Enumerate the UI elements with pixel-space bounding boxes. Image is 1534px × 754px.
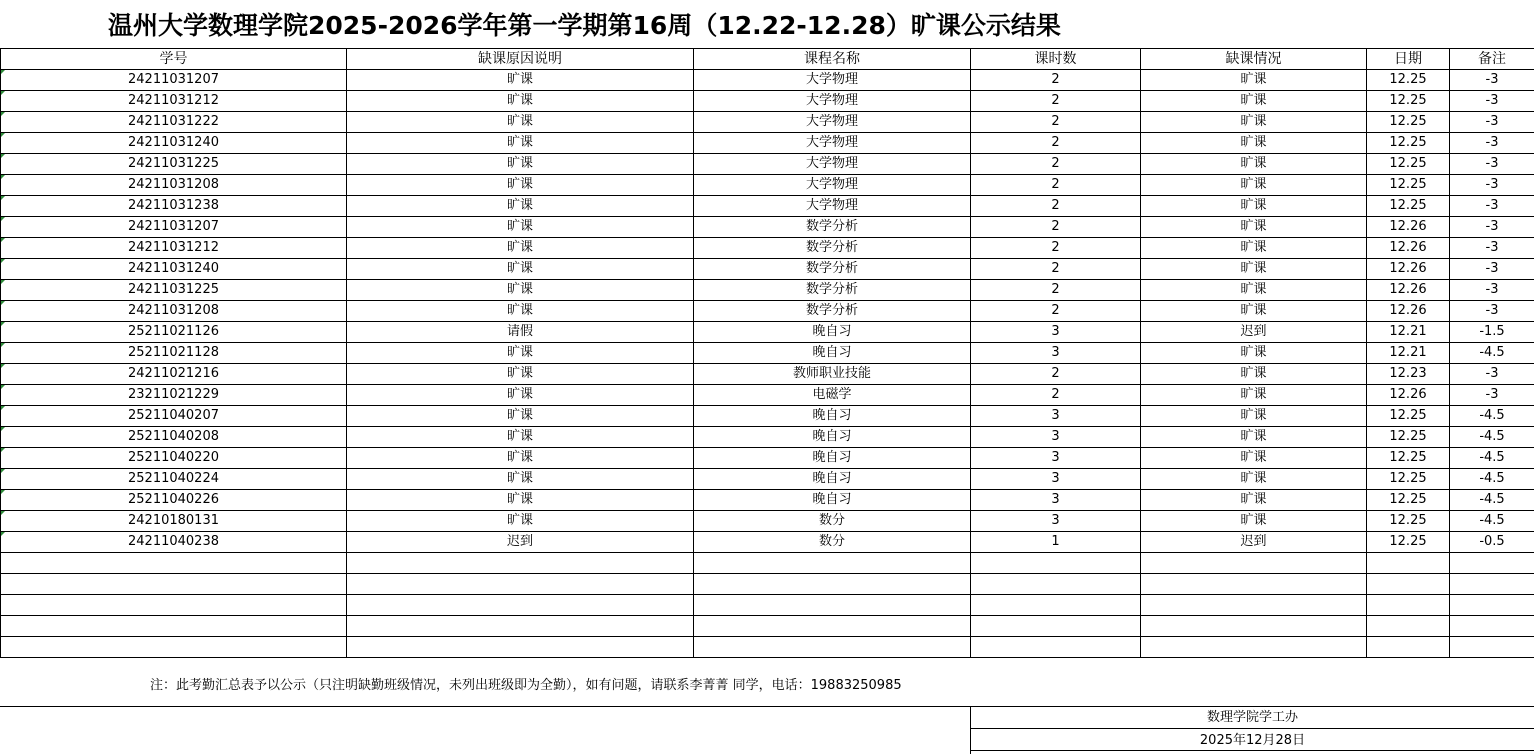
cell-date — [1367, 616, 1450, 637]
cell-status — [1141, 574, 1367, 595]
header-course: 课程名称 — [694, 49, 971, 70]
footer-divider — [0, 706, 1534, 707]
cell-reason: 迟到 — [347, 532, 694, 553]
table-row — [1, 217, 1534, 238]
cell-status — [1141, 595, 1367, 616]
cell-comment-marker — [1, 322, 5, 326]
cell-date: 12.26 — [1367, 280, 1450, 301]
cell-hours: 1 — [971, 532, 1141, 553]
cell-date: 12.26 — [1367, 259, 1450, 280]
cell-course — [694, 595, 971, 616]
cell-status: 迟到 — [1141, 532, 1367, 553]
cell-date: 12.25 — [1367, 511, 1450, 532]
cell-status: 旷课 — [1141, 448, 1367, 469]
table-row — [1, 490, 1534, 511]
student-id-text: 24211031207 — [128, 72, 219, 87]
cell-course: 数学分析 — [694, 217, 971, 238]
cell-date: 12.26 — [1367, 217, 1450, 238]
cell-reason: 旷课 — [347, 406, 694, 427]
cell-hours: 2 — [971, 385, 1141, 406]
table-row — [1, 343, 1534, 364]
cell-hours — [971, 595, 1141, 616]
cell-remark: -4.5 — [1450, 469, 1534, 490]
cell-status: 旷课 — [1141, 91, 1367, 112]
table-row — [1, 133, 1534, 154]
cell-course: 晚自习 — [694, 469, 971, 490]
header-hours: 课时数 — [971, 49, 1141, 70]
cell-status: 旷课 — [1141, 133, 1367, 154]
cell-hours: 3 — [971, 427, 1141, 448]
cell-course — [694, 574, 971, 595]
cell-date: 12.25 — [1367, 469, 1450, 490]
footer-bottom-line — [970, 750, 1534, 751]
cell-remark: -4.5 — [1450, 490, 1534, 511]
cell-hours: 2 — [971, 70, 1141, 91]
cell-date: 12.25 — [1367, 427, 1450, 448]
table-row — [1, 427, 1534, 448]
student-id-text: 24210180131 — [128, 513, 219, 528]
cell-course: 大学物理 — [694, 133, 971, 154]
cell-date: 12.25 — [1367, 406, 1450, 427]
cell-remark: -4.5 — [1450, 511, 1534, 532]
cell-student-id — [1, 196, 347, 217]
cell-hours: 2 — [971, 280, 1141, 301]
cell-course: 数学分析 — [694, 280, 971, 301]
cell-comment-marker — [1, 280, 5, 284]
cell-comment-marker — [1, 70, 5, 74]
table-row — [1, 385, 1534, 406]
cell-reason: 旷课 — [347, 427, 694, 448]
empty-row — [1, 637, 1534, 658]
absence-table — [0, 48, 1534, 658]
cell-course: 大学物理 — [694, 91, 971, 112]
cell-status: 旷课 — [1141, 343, 1367, 364]
cell-course: 晚自习 — [694, 490, 971, 511]
cell-status: 旷课 — [1141, 217, 1367, 238]
cell-reason — [347, 574, 694, 595]
header-date: 日期 — [1367, 49, 1450, 70]
cell-comment-marker — [1, 364, 5, 368]
cell-comment-marker — [1, 301, 5, 305]
cell-hours: 2 — [971, 364, 1141, 385]
cell-student-id — [1, 364, 347, 385]
student-id-text: 25211040220 — [128, 450, 219, 465]
cell-date: 12.25 — [1367, 70, 1450, 91]
cell-hours — [971, 637, 1141, 658]
table-row — [1, 70, 1534, 91]
cell-reason: 旷课 — [347, 91, 694, 112]
student-id-text: 25211040226 — [128, 492, 219, 507]
cell-hours: 2 — [971, 175, 1141, 196]
table-row — [1, 406, 1534, 427]
cell-student-id — [1, 448, 347, 469]
cell-student-id — [1, 175, 347, 196]
student-id-text: 24211031240 — [128, 135, 219, 150]
cell-status — [1141, 637, 1367, 658]
cell-course: 数分 — [694, 532, 971, 553]
table-row — [1, 511, 1534, 532]
cell-hours: 3 — [971, 322, 1141, 343]
cell-date: 12.25 — [1367, 448, 1450, 469]
cell-hours: 2 — [971, 154, 1141, 175]
student-id-text: 24211021216 — [128, 366, 219, 381]
table-header-row — [1, 49, 1534, 70]
cell-reason: 旷课 — [347, 511, 694, 532]
table-row — [1, 364, 1534, 385]
cell-course: 数学分析 — [694, 301, 971, 322]
cell-date: 12.25 — [1367, 196, 1450, 217]
cell-remark: -3 — [1450, 112, 1534, 133]
cell-comment-marker — [1, 112, 5, 116]
cell-hours: 2 — [971, 112, 1141, 133]
cell-date: 12.21 — [1367, 322, 1450, 343]
cell-student-id — [1, 280, 347, 301]
student-id-text: 25211040224 — [128, 471, 219, 486]
cell-student-id — [1, 343, 347, 364]
cell-course: 数学分析 — [694, 238, 971, 259]
cell-course — [694, 616, 971, 637]
cell-remark: -3 — [1450, 133, 1534, 154]
cell-remark: -3 — [1450, 91, 1534, 112]
cell-remark — [1450, 595, 1534, 616]
cell-remark: -3 — [1450, 385, 1534, 406]
footer-mid-divider — [970, 728, 1534, 729]
cell-hours — [971, 616, 1141, 637]
table-row — [1, 322, 1534, 343]
cell-hours: 3 — [971, 448, 1141, 469]
student-id-text: 25211021126 — [128, 324, 219, 339]
cell-status: 旷课 — [1141, 175, 1367, 196]
header-student-id: 学号 — [1, 49, 347, 70]
cell-date — [1367, 637, 1450, 658]
cell-comment-marker — [1, 490, 5, 494]
header-reason: 缺课原因说明 — [347, 49, 694, 70]
cell-course: 大学物理 — [694, 196, 971, 217]
table-row — [1, 469, 1534, 490]
cell-student-id — [1, 595, 347, 616]
header-remark: 备注 — [1450, 49, 1534, 70]
cell-date: 12.21 — [1367, 343, 1450, 364]
cell-comment-marker — [1, 427, 5, 431]
cell-date: 12.25 — [1367, 133, 1450, 154]
cell-reason: 旷课 — [347, 301, 694, 322]
footer-office: 数理学院学工办 — [1206, 710, 1298, 725]
cell-student-id — [1, 532, 347, 553]
cell-reason: 旷课 — [347, 259, 694, 280]
table-row — [1, 448, 1534, 469]
table-row — [1, 301, 1534, 322]
cell-student-id — [1, 133, 347, 154]
cell-student-id — [1, 154, 347, 175]
cell-status: 旷课 — [1141, 364, 1367, 385]
cell-status: 旷课 — [1141, 154, 1367, 175]
cell-date: 12.25 — [1367, 532, 1450, 553]
empty-row — [1, 574, 1534, 595]
cell-course: 晚自习 — [694, 427, 971, 448]
cell-student-id — [1, 259, 347, 280]
cell-remark: -4.5 — [1450, 343, 1534, 364]
cell-hours: 2 — [971, 91, 1141, 112]
cell-student-id — [1, 553, 347, 574]
cell-hours: 2 — [971, 133, 1141, 154]
cell-remark: -3 — [1450, 154, 1534, 175]
empty-row — [1, 595, 1534, 616]
cell-date: 12.25 — [1367, 91, 1450, 112]
cell-date: 12.26 — [1367, 238, 1450, 259]
cell-status: 旷课 — [1141, 511, 1367, 532]
cell-course: 教师职业技能 — [694, 364, 971, 385]
cell-course: 大学物理 — [694, 70, 971, 91]
cell-hours — [971, 553, 1141, 574]
cell-remark: -1.5 — [1450, 322, 1534, 343]
cell-course: 晚自习 — [694, 322, 971, 343]
cell-reason — [347, 553, 694, 574]
cell-comment-marker — [1, 259, 5, 263]
student-id-text: 24211031225 — [128, 156, 219, 171]
cell-student-id — [1, 238, 347, 259]
cell-reason: 旷课 — [347, 469, 694, 490]
cell-course: 晚自习 — [694, 406, 971, 427]
student-id-text: 24211031207 — [128, 219, 219, 234]
cell-student-id — [1, 574, 347, 595]
student-id-text: 24211031222 — [128, 114, 219, 129]
cell-hours: 2 — [971, 217, 1141, 238]
cell-reason: 旷课 — [347, 280, 694, 301]
cell-comment-marker — [1, 196, 5, 200]
cell-comment-marker — [1, 238, 5, 242]
cell-status: 旷课 — [1141, 196, 1367, 217]
cell-remark: -3 — [1450, 196, 1534, 217]
cell-reason: 旷课 — [347, 385, 694, 406]
cell-comment-marker — [1, 469, 5, 473]
student-id-text: 24211031212 — [128, 240, 219, 255]
student-id-text: 25211040207 — [128, 408, 219, 423]
student-id-text: 24211031238 — [128, 198, 219, 213]
cell-remark: -3 — [1450, 301, 1534, 322]
cell-reason: 旷课 — [347, 70, 694, 91]
cell-reason: 旷课 — [347, 217, 694, 238]
cell-remark — [1450, 574, 1534, 595]
cell-comment-marker — [1, 343, 5, 347]
cell-status: 旷课 — [1141, 112, 1367, 133]
cell-remark: -3 — [1450, 175, 1534, 196]
cell-status: 旷课 — [1141, 490, 1367, 511]
table-row — [1, 238, 1534, 259]
cell-status: 旷课 — [1141, 70, 1367, 91]
cell-hours: 3 — [971, 343, 1141, 364]
cell-hours: 3 — [971, 490, 1141, 511]
cell-course — [694, 553, 971, 574]
cell-remark — [1450, 553, 1534, 574]
cell-status: 旷课 — [1141, 469, 1367, 490]
cell-hours: 3 — [971, 469, 1141, 490]
cell-comment-marker — [1, 406, 5, 410]
cell-student-id — [1, 217, 347, 238]
student-id-text: 25211040208 — [128, 429, 219, 444]
cell-comment-marker — [1, 175, 5, 179]
student-id-text: 24211031225 — [128, 282, 219, 297]
notice-text: 注：此考勤汇总表予以公示（只注明缺勤班级情况，未列出班级即为全勤），如有问题，请联系李菁菁 同学，电话：19883250985 — [150, 678, 902, 693]
cell-reason: 请假 — [347, 322, 694, 343]
cell-date — [1367, 574, 1450, 595]
student-id-text: 24211031208 — [128, 177, 219, 192]
cell-hours: 2 — [971, 259, 1141, 280]
cell-status: 旷课 — [1141, 427, 1367, 448]
footer-date: 2025年12月28日 — [1199, 733, 1306, 748]
cell-student-id — [1, 322, 347, 343]
cell-student-id — [1, 385, 347, 406]
table-row — [1, 175, 1534, 196]
cell-course: 大学物理 — [694, 154, 971, 175]
cell-student-id — [1, 91, 347, 112]
cell-remark — [1450, 637, 1534, 658]
cell-date: 12.23 — [1367, 364, 1450, 385]
student-id-text: 25211021128 — [128, 345, 219, 360]
student-id-text: 24211031208 — [128, 303, 219, 318]
cell-hours: 3 — [971, 511, 1141, 532]
cell-comment-marker — [1, 133, 5, 137]
cell-status: 旷课 — [1141, 301, 1367, 322]
empty-row — [1, 616, 1534, 637]
cell-date: 12.25 — [1367, 175, 1450, 196]
table-row — [1, 112, 1534, 133]
cell-status: 旷课 — [1141, 238, 1367, 259]
cell-reason: 旷课 — [347, 343, 694, 364]
cell-date: 12.25 — [1367, 112, 1450, 133]
cell-status: 旷课 — [1141, 385, 1367, 406]
cell-status: 迟到 — [1141, 322, 1367, 343]
cell-remark: -0.5 — [1450, 532, 1534, 553]
cell-date — [1367, 595, 1450, 616]
table-row — [1, 532, 1534, 553]
cell-remark: -3 — [1450, 280, 1534, 301]
cell-remark: -3 — [1450, 70, 1534, 91]
cell-reason: 旷课 — [347, 112, 694, 133]
cell-hours: 2 — [971, 196, 1141, 217]
cell-reason — [347, 616, 694, 637]
cell-date — [1367, 553, 1450, 574]
cell-status — [1141, 616, 1367, 637]
cell-status: 旷课 — [1141, 280, 1367, 301]
cell-comment-marker — [1, 154, 5, 158]
cell-comment-marker — [1, 217, 5, 221]
cell-remark: -3 — [1450, 259, 1534, 280]
cell-reason: 旷课 — [347, 490, 694, 511]
cell-reason — [347, 595, 694, 616]
cell-remark: -4.5 — [1450, 427, 1534, 448]
cell-reason: 旷课 — [347, 175, 694, 196]
cell-status: 旷课 — [1141, 259, 1367, 280]
cell-student-id — [1, 511, 347, 532]
cell-remark: -4.5 — [1450, 406, 1534, 427]
cell-reason: 旷课 — [347, 238, 694, 259]
cell-date: 12.26 — [1367, 385, 1450, 406]
cell-reason: 旷课 — [347, 448, 694, 469]
table-row — [1, 259, 1534, 280]
cell-course: 大学物理 — [694, 175, 971, 196]
student-id-text: 24211040238 — [128, 534, 219, 549]
cell-comment-marker — [1, 532, 5, 536]
cell-remark: -3 — [1450, 238, 1534, 259]
cell-date: 12.26 — [1367, 301, 1450, 322]
cell-reason — [347, 637, 694, 658]
table-row — [1, 280, 1534, 301]
cell-comment-marker — [1, 511, 5, 515]
cell-reason: 旷课 — [347, 364, 694, 385]
table-row — [1, 196, 1534, 217]
cell-student-id — [1, 469, 347, 490]
student-id-text: 24211031240 — [128, 261, 219, 276]
cell-student-id — [1, 406, 347, 427]
cell-hours: 3 — [971, 406, 1141, 427]
cell-hours: 2 — [971, 301, 1141, 322]
cell-reason: 旷课 — [347, 196, 694, 217]
header-status: 缺课情况 — [1141, 49, 1367, 70]
cell-student-id — [1, 112, 347, 133]
cell-comment-marker — [1, 91, 5, 95]
cell-date: 12.25 — [1367, 490, 1450, 511]
cell-course: 数学分析 — [694, 259, 971, 280]
cell-hours: 2 — [971, 238, 1141, 259]
empty-row — [1, 553, 1534, 574]
cell-course: 晚自习 — [694, 343, 971, 364]
cell-hours — [971, 574, 1141, 595]
cell-comment-marker — [1, 385, 5, 389]
page-title: 温州大学数理学院2025-2026学年第一学期第16周（12.22-12.28）旷课公示结果 — [108, 11, 1061, 40]
cell-remark: -3 — [1450, 217, 1534, 238]
cell-reason: 旷课 — [347, 133, 694, 154]
cell-student-id — [1, 301, 347, 322]
cell-student-id — [1, 490, 347, 511]
table-row — [1, 154, 1534, 175]
cell-student-id — [1, 616, 347, 637]
cell-status: 旷课 — [1141, 406, 1367, 427]
cell-remark: -4.5 — [1450, 448, 1534, 469]
student-id-text: 24211031212 — [128, 93, 219, 108]
cell-course: 电磁学 — [694, 385, 971, 406]
cell-reason: 旷课 — [347, 154, 694, 175]
cell-student-id — [1, 637, 347, 658]
cell-remark — [1450, 616, 1534, 637]
student-id-text: 23211021229 — [128, 387, 219, 402]
cell-course: 大学物理 — [694, 112, 971, 133]
cell-course: 数分 — [694, 511, 971, 532]
cell-student-id — [1, 427, 347, 448]
cell-remark: -3 — [1450, 364, 1534, 385]
cell-student-id — [1, 70, 347, 91]
cell-status — [1141, 553, 1367, 574]
table-row — [1, 91, 1534, 112]
cell-course: 晚自习 — [694, 448, 971, 469]
cell-date: 12.25 — [1367, 154, 1450, 175]
cell-comment-marker — [1, 448, 5, 452]
cell-course — [694, 637, 971, 658]
